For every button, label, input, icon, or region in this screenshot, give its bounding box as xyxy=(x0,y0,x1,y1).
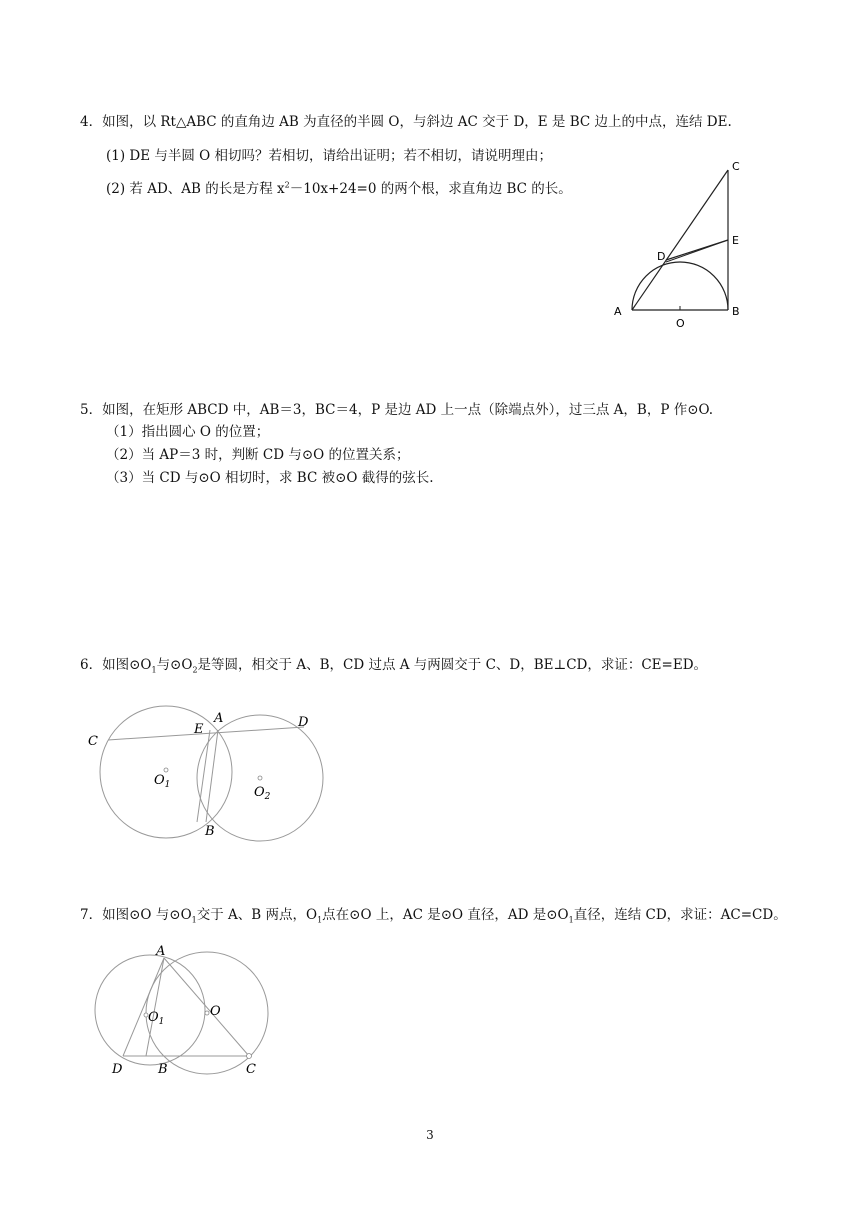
q7-segment-ad xyxy=(123,958,164,1056)
q7-label-o1-main: O xyxy=(148,1010,159,1025)
q4-label-e: E xyxy=(732,234,739,247)
q4-label-o: O xyxy=(676,317,685,330)
q7-segment-ab xyxy=(146,958,164,1056)
q4-stem: 4．如图，以 Rt△ABC 的直角边 AB 为直径的半圆 O，与斜边 AC 交于 D，E 是 BC 边上的中点，连结 DE. xyxy=(80,114,732,130)
q6-stem-a: 6．如图⊙O xyxy=(80,657,152,673)
q6-stem xyxy=(80,656,707,674)
q6-label-b: B xyxy=(205,824,215,839)
q4-label-b: B xyxy=(732,305,740,318)
q5-part1: （1）指出圆心 O 的位置； xyxy=(106,424,270,440)
q7-label-c: C xyxy=(246,1062,256,1077)
q6-stem-sub2: 2 xyxy=(192,665,198,675)
q7-label-a: A xyxy=(156,944,166,959)
q4-part1: (1) DE 与半圆 O 相切吗？若相切，请给出证明；若不相切，请说明理由； xyxy=(106,148,553,164)
q6-label-a: A xyxy=(214,711,224,726)
q4-part2-a: (2) 若 AD、AB 的长是方程 x xyxy=(106,181,285,197)
q7-label-b: B xyxy=(158,1062,168,1077)
q6-label-d: D xyxy=(298,715,309,730)
q4-semicircle xyxy=(632,262,728,310)
q4-figure xyxy=(600,150,770,340)
q7-stem-sub1: 1 xyxy=(191,915,197,925)
q6-label-e: E xyxy=(194,722,204,737)
q4-part2-b: －10x+24=0 的两个根，求直角边 BC 的长。 xyxy=(289,181,572,197)
q6-segment-cd xyxy=(108,727,304,740)
q6-figure xyxy=(80,700,340,850)
q6-label-o1 xyxy=(154,773,170,790)
q6-label-o1-sub: 1 xyxy=(164,780,171,790)
q7-figure xyxy=(90,945,290,1085)
q7-stem xyxy=(80,906,787,924)
q6-label-c: C xyxy=(88,734,98,749)
q7-label-d: D xyxy=(112,1062,123,1077)
q7-stem-sub3: 1 xyxy=(568,915,574,925)
q7-stem-b: 交于 A、B 两点，O xyxy=(196,907,318,923)
q5-part3: （3）当 CD 与⊙O 相切时，求 BC 被⊙O 截得的弦长. xyxy=(106,470,434,486)
q5-stem: 5．如图，在矩形 ABCD 中，AB＝3，BC＝4，P 是边 AD 上一点（除端点外），过三点 A，B，P 作⊙O. xyxy=(80,402,714,418)
q7-stem-c: 点在⊙O 上，AC 是⊙O 直径，AD 是⊙O xyxy=(322,907,569,923)
q6-label-o2-sub: 2 xyxy=(264,792,271,802)
q6-stem-sub1: 1 xyxy=(151,665,157,675)
q6-label-o2 xyxy=(254,785,271,802)
q7-label-o: O xyxy=(210,1004,221,1019)
q4-label-a: A xyxy=(614,305,622,318)
q4-segment-de-2 xyxy=(666,240,728,262)
q6-stem-c: 是等圆，相交于 A、B，CD 过点 A 与两圆交于 C、D，BE⊥CD，求证：CE=ED。 xyxy=(197,657,708,673)
q7-center-o xyxy=(205,1011,209,1015)
q4-segment-ac xyxy=(632,170,728,310)
q6-circle-o2 xyxy=(197,715,323,841)
q6-label-o1-main: O xyxy=(154,773,165,788)
q6-stem-b: 与⊙O xyxy=(156,657,193,673)
q7-segment-ac xyxy=(164,958,249,1056)
q7-label-o1 xyxy=(148,1010,164,1027)
q4-part2-sup: 2 xyxy=(284,180,290,190)
q7-stem-d: 直径，连结 CD，求证：AC=CD。 xyxy=(573,907,787,923)
page-number: 3 xyxy=(426,1128,434,1142)
q4-label-d: D xyxy=(657,250,666,263)
q6-center-o1 xyxy=(164,768,168,772)
q6-center-o2 xyxy=(258,776,262,780)
q7-point-c xyxy=(247,1054,252,1059)
q7-label-o1-sub: 1 xyxy=(158,1017,165,1027)
q7-stem-sub2: 1 xyxy=(317,915,323,925)
q4-label-c: C xyxy=(732,160,740,173)
q7-stem-a: 7．如图⊙O 与⊙O xyxy=(80,907,192,923)
q4-part2 xyxy=(106,180,572,198)
q6-label-o2-main: O xyxy=(254,785,265,800)
q5-part2: （2）当 AP＝3 时，判断 CD 与⊙O 的位置关系； xyxy=(106,447,410,463)
